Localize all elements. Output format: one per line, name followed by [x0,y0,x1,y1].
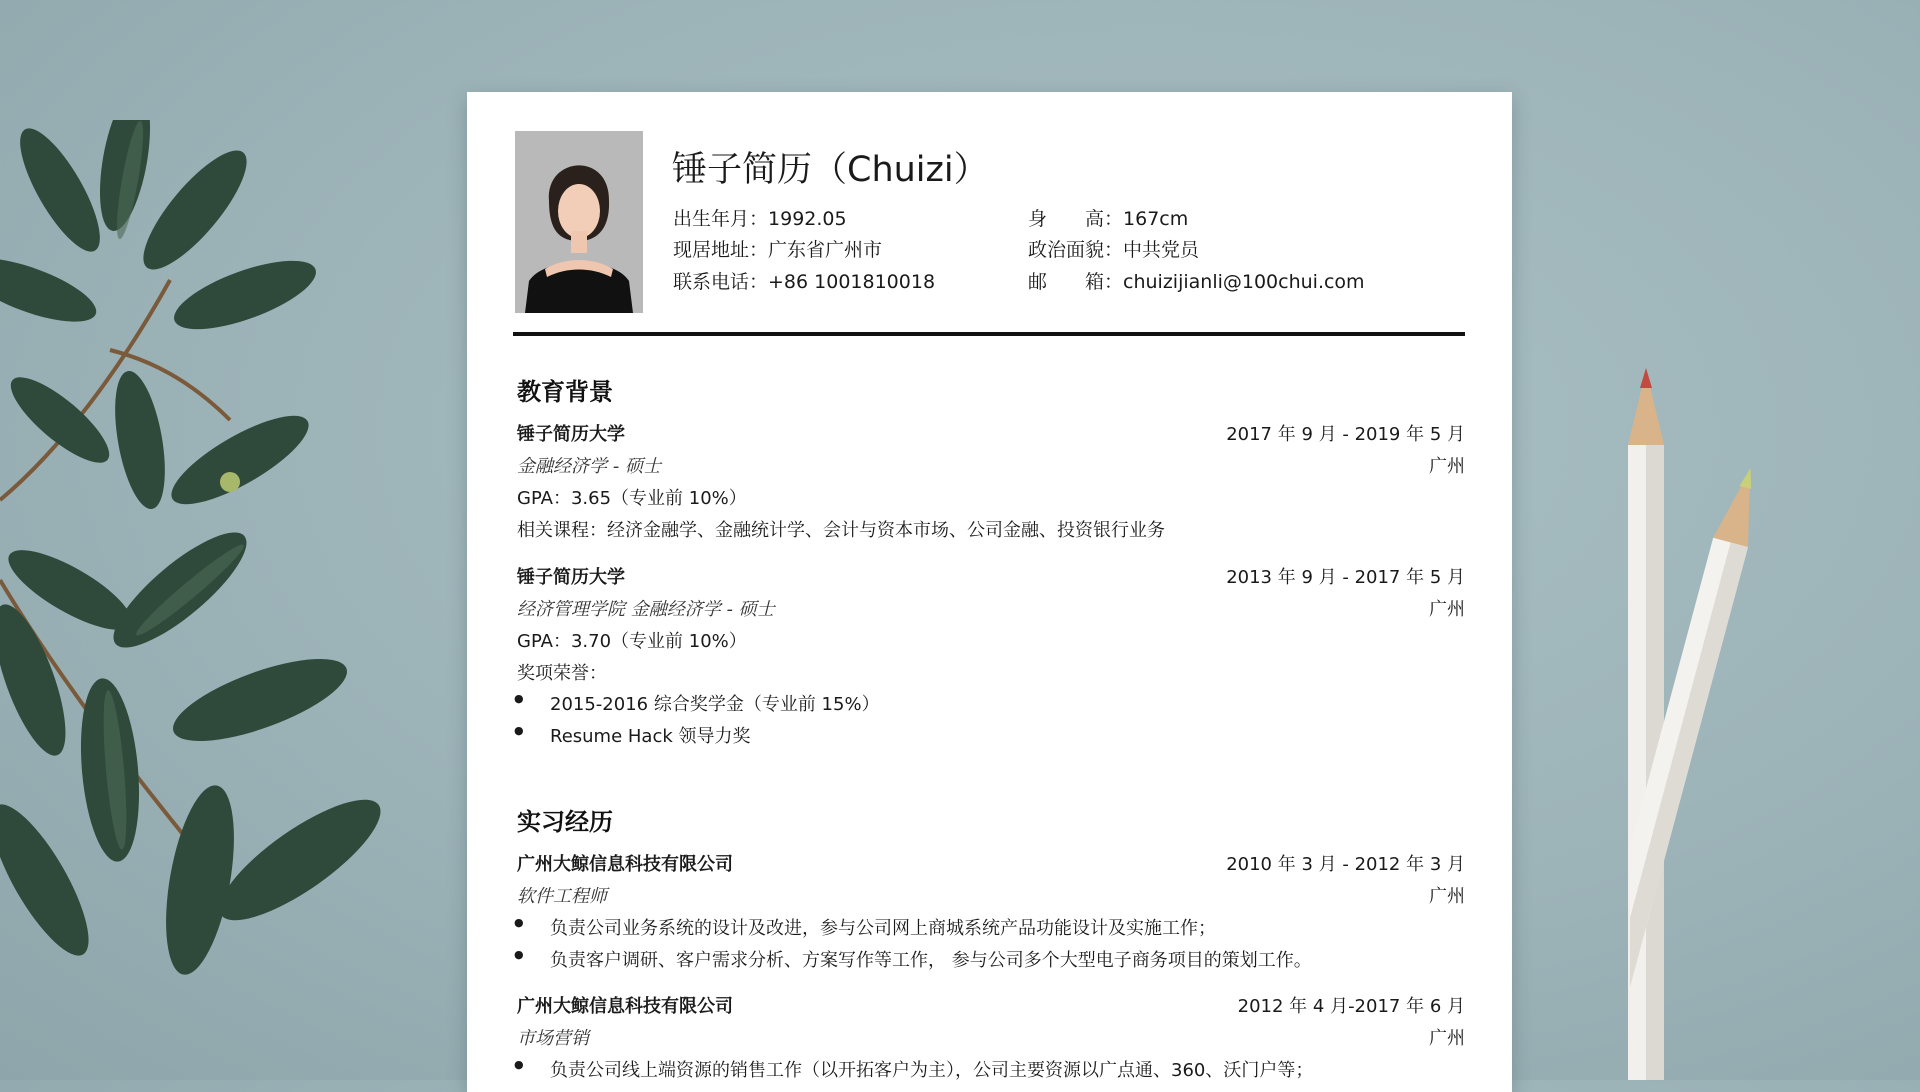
edu-2-major-row [517,595,1465,621]
pencil-decoration-right [1630,450,1810,1080]
header-divider [513,332,1465,336]
info-label: 身 高： [1028,208,1124,230]
edu-date: 2017 年 9 月 - 2019 年 5 月 [1226,424,1465,445]
edu-major: 经济管理学院 金融经济学 - 硕士 [517,599,775,620]
job-2-role-row [517,1024,1465,1050]
info-value: 中共党员 [1123,239,1200,261]
info-value: 广东省广州市 [768,239,883,261]
edu-city: 广州 [1429,456,1465,477]
resume-paper [467,92,1512,1092]
info-label: 出生年月： [673,208,769,230]
info-label: 联系电话： [673,271,769,293]
info-value: 167cm [1123,208,1189,230]
job-duty-item: ● 负责公司线上端资源的销售工作（以开拓客户为主），公司主要资源以广点通、360、沃门户等； [550,1056,1313,1082]
info-label: 邮 箱： [1028,271,1124,293]
job-duty-item: ● 负责公司业务系统的设计及改进，参与公司网上商城系统产品功能设计及实施工作； [550,914,1216,940]
edu-date: 2013 年 9 月 - 2017 年 5 月 [1226,567,1465,588]
info-value: +86 1001810018 [768,271,936,293]
edu-1-gpa: GPA：3.65（专业前 10%） [517,488,747,509]
info-value[interactable]: chuizijianli@100chui.com [1123,271,1365,293]
job-date: 2010 年 3 月 - 2012 年 3 月 [1226,854,1465,875]
profile-photo [515,131,643,313]
edu-2-school-row [517,563,1465,589]
edu-major: 金融经济学 - 硕士 [517,456,661,477]
job-company: 广州大鲸信息科技有限公司 [517,854,733,875]
resume-title: 锤子简历（Chuizi） [672,150,989,190]
job-1-company-row [517,850,1465,876]
edu-city: 广州 [1429,599,1465,620]
info-value: 1992.05 [768,208,847,230]
leaf-plant-decoration [0,120,470,1080]
job-role: 市场营销 [517,1028,589,1049]
education-heading: 教育背景 [517,378,613,406]
edu-1-major-row [517,452,1465,478]
info-label: 现居地址： [673,239,769,261]
award-item: ● Resume Hack 领导力奖 [550,722,751,748]
info-height [1028,204,1188,231]
edu-2-awards-label: 奖项荣誉： [517,663,607,684]
info-politics [1028,235,1199,262]
job-duty-item: ● 负责客户调研、客户需求分析、方案写作等工作， 参与公司多个大型电子商务项目的策划工作。 [550,946,1312,972]
internship-heading: 实习经历 [517,808,613,836]
edu-school: 锤子简历大学 [517,567,625,588]
info-label: 政治面貌： [1028,239,1124,261]
info-address [673,235,882,262]
job-city: 广州 [1429,886,1465,907]
job-1-role-row [517,882,1465,908]
job-date: 2012 年 4 月-2017 年 6 月 [1237,996,1465,1017]
info-birth [673,204,847,231]
job-city: 广州 [1429,1028,1465,1049]
edu-1-school-row [517,420,1465,446]
job-2-company-row [517,992,1465,1018]
info-email [1028,267,1365,294]
info-phone [673,267,935,294]
edu-school: 锤子简历大学 [517,424,625,445]
edu-1-courses: 相关课程：经济金融学、金融统计学、会计与资本市场、公司金融、投资银行业务 [517,520,1165,541]
edu-2-gpa: GPA：3.70（专业前 10%） [517,631,747,652]
job-company: 广州大鲸信息科技有限公司 [517,996,733,1017]
job-role: 软件工程师 [517,886,607,907]
award-item: ● 2015-2016 综合奖学金（专业前 15%） [550,690,880,716]
